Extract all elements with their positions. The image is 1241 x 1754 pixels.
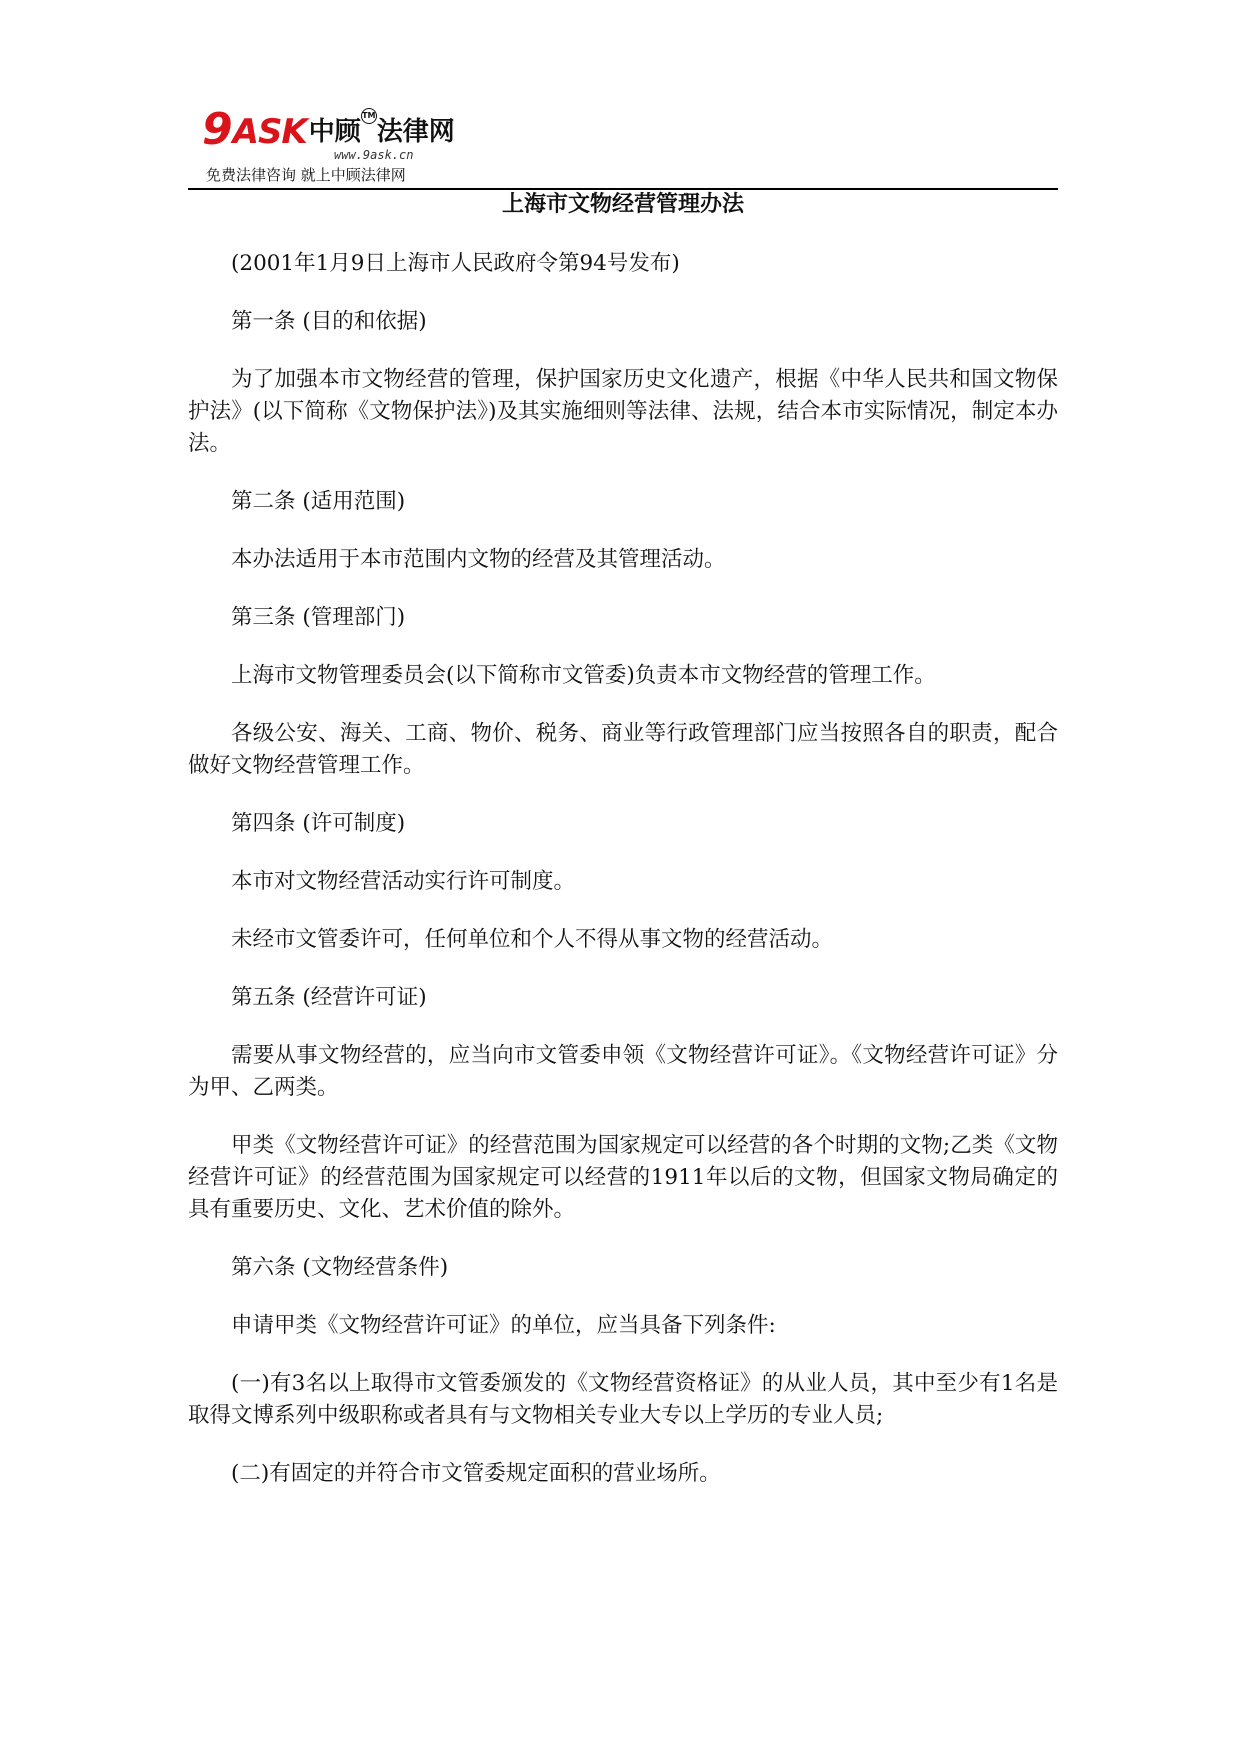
article-paragraph: 上海市文物管理委员会(以下简称市文管委)负责本市文物经营的管理工作。: [231, 663, 936, 688]
publication-note: (2001年1月9日上海市人民政府令第94号发布): [231, 251, 680, 276]
article-paragraph: 各级公安、海关、工商、物价、税务、商业等行政管理部门应当按照各自的职责，配合做好文物经营管理工作。: [188, 721, 1058, 778]
article-heading: 第六条 (文物经营条件): [231, 1255, 449, 1280]
page-header: [188, 92, 1058, 190]
document-body: [188, 248, 1058, 1516]
article-paragraph: 申请甲类《文物经营许可证》的单位，应当具备下列条件:: [231, 1313, 776, 1338]
article-paragraph: 甲类《文物经营许可证》的经营范围为国家规定可以经营的各个时期的文物;乙类《文物经营许可证》的经营范围为国家规定可以经营的1911年以后的文物，但国家文物局确定的具有重要历史、文化、艺术价值的除外。: [188, 1133, 1058, 1222]
document-title: 上海市文物经营管理办法: [501, 192, 744, 217]
logo-ask: ASK: [232, 112, 307, 152]
logo-zhonggu: 中顾: [308, 117, 361, 147]
trademark-icon: TM: [361, 108, 377, 124]
logo-wordmark: [202, 106, 455, 154]
article-paragraph: 需要从事文物经营的，应当向市文管委申领《文物经营许可证》。《文物经营许可证》分为甲、乙两类。: [188, 1043, 1058, 1100]
article-heading: 第三条 (管理部门): [231, 605, 406, 630]
article-heading: 第五条 (经营许可证): [231, 985, 427, 1010]
article-paragraph: 为了加强本市文物经营的管理，保护国家历史文化遗产，根据《中华人民共和国文物保护法》(以下简称《文物保护法》)及其实施细则等法律、法规，结合本市实际情况，制定本办法。: [188, 367, 1058, 456]
logo-falv: 法律网: [376, 117, 455, 147]
article-paragraph: 未经市文管委许可，任何单位和个人不得从事文物的经营活动。: [231, 927, 834, 952]
logo-slogan: 免费法律咨询 就上中顾法律网: [206, 166, 406, 184]
article-heading: 第四条 (许可制度): [231, 811, 406, 836]
site-logo[interactable]: [202, 98, 462, 182]
article-paragraph: 本市对文物经营活动实行许可制度。: [231, 869, 576, 894]
article-heading: 第二条 (适用范围): [231, 489, 406, 514]
article-heading: 第一条 (目的和依据): [231, 309, 427, 334]
logo-url: www.9ask.cn: [334, 148, 414, 162]
logo-nine: 9: [202, 104, 233, 155]
article-paragraph: 本办法适用于本市范围内文物的经营及其管理活动。: [231, 547, 726, 572]
article-paragraph: (一)有3名以上取得市文管委颁发的《文物经营资格证》的从业人员，其中至少有1名是取得文博系列中级职称或者具有与文物相关专业大专以上学历的专业人员;: [188, 1371, 1058, 1428]
article-paragraph: (二)有固定的并符合市文管委规定面积的营业场所。: [231, 1461, 721, 1486]
